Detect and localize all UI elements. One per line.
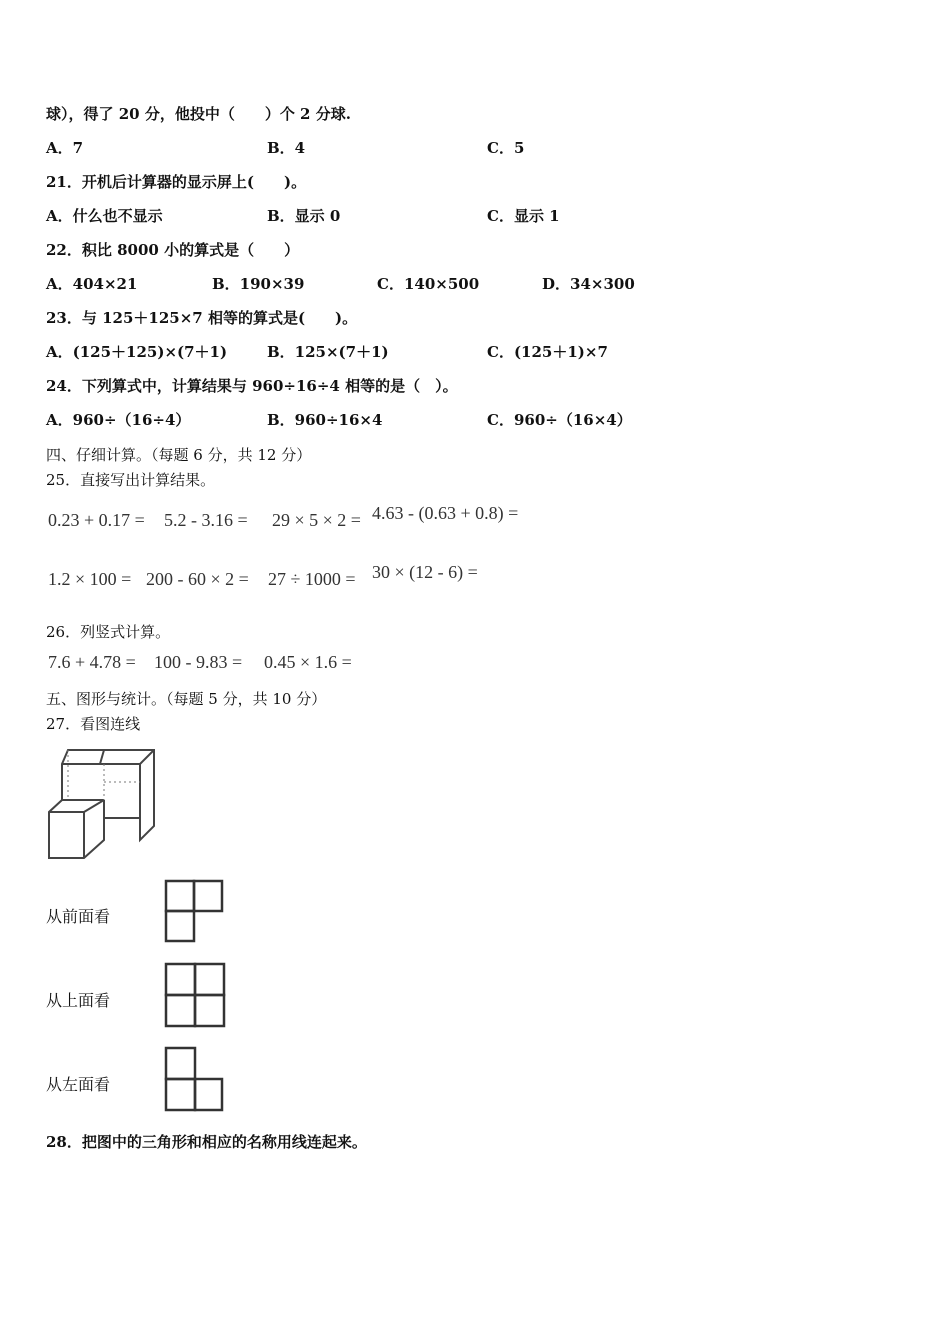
- q25-expr-5: 1.2 × 100 =: [48, 569, 132, 589]
- q22-option-b: B．190×39: [212, 275, 305, 293]
- q20-tail: 球），得了 20 分，他投中（ ）个 2 分球.: [46, 105, 351, 123]
- q25-expr-8: 30 × (12 - 6) =: [372, 562, 478, 582]
- view-label-top: 从上面看: [46, 991, 111, 1010]
- q24-option-c: C．960÷（16×4）: [487, 411, 632, 429]
- q23-option-c: C．(125＋1)×7: [487, 343, 608, 361]
- q21-option-c: C．显示 1: [487, 207, 560, 225]
- q26-expr-2: 100 - 9.83 =: [154, 652, 243, 672]
- q20-option-a: A．7: [46, 139, 84, 157]
- q22-option-d: D．34×300: [542, 275, 635, 293]
- view-label-front: 从前面看: [46, 907, 111, 926]
- q20-option-c: C．5: [487, 139, 525, 157]
- q25-expr-1: 0.23 + 0.17 =: [48, 510, 145, 530]
- q21-option-a: A．什么也不显示: [46, 207, 163, 225]
- front-view-shape: [164, 879, 226, 945]
- q25-expr-6: 200 - 60 × 2 =: [146, 569, 249, 589]
- q22-option-c: C．140×500: [377, 275, 480, 293]
- q25-expr-2: 5.2 - 3.16 =: [164, 510, 248, 530]
- q26-stem: 26．列竖式计算。: [46, 623, 171, 641]
- left-view-shape: [164, 1046, 226, 1114]
- section-4-heading: 四、仔细计算。（每题 6 分，共 12 分）: [46, 446, 312, 464]
- q27-stem: 27．看图连线: [46, 715, 141, 733]
- q22-option-a: A．404×21: [46, 275, 138, 293]
- q22-stem: 22．积比 8000 小的算式是（ ）: [46, 241, 300, 259]
- cube-stack-figure: [44, 742, 159, 864]
- q23-option-b: B．125×(7＋1): [267, 343, 389, 361]
- q25-stem: 25．直接写出计算结果。: [46, 471, 216, 489]
- q26-expr-3: 0.45 × 1.6 =: [264, 652, 352, 672]
- q21-option-b: B．显示 0: [267, 207, 341, 225]
- q24-option-b: B．960÷16×4: [267, 411, 383, 429]
- q20-option-b: B．4: [267, 139, 306, 157]
- q23-stem: 23．与 125＋125×7 相等的算式是( )。: [46, 309, 358, 327]
- q25-expr-3: 29 × 5 × 2 =: [272, 510, 361, 530]
- view-label-left: 从左面看: [46, 1075, 111, 1094]
- q25-expr-7: 27 ÷ 1000 =: [268, 569, 356, 589]
- q28-stem: 28．把图中的三角形和相应的名称用线连起来。: [46, 1133, 367, 1151]
- q25-expr-4: 4.63 - (0.63 + 0.8) =: [372, 503, 519, 523]
- section-5-heading: 五、图形与统计。（每题 5 分，共 10 分）: [46, 690, 327, 708]
- q24-stem: 24．下列算式中，计算结果与 960÷16÷4 相等的是（ ）。: [46, 377, 458, 395]
- q21-stem: 21．开机后计算器的显示屏上( )。: [46, 173, 307, 191]
- q23-option-a: A．(125＋125)×(7＋1): [46, 343, 228, 361]
- q24-option-a: A．960÷（16÷4）: [46, 411, 191, 429]
- q26-expr-1: 7.6 + 4.78 =: [48, 652, 136, 672]
- top-view-shape: [164, 962, 230, 1030]
